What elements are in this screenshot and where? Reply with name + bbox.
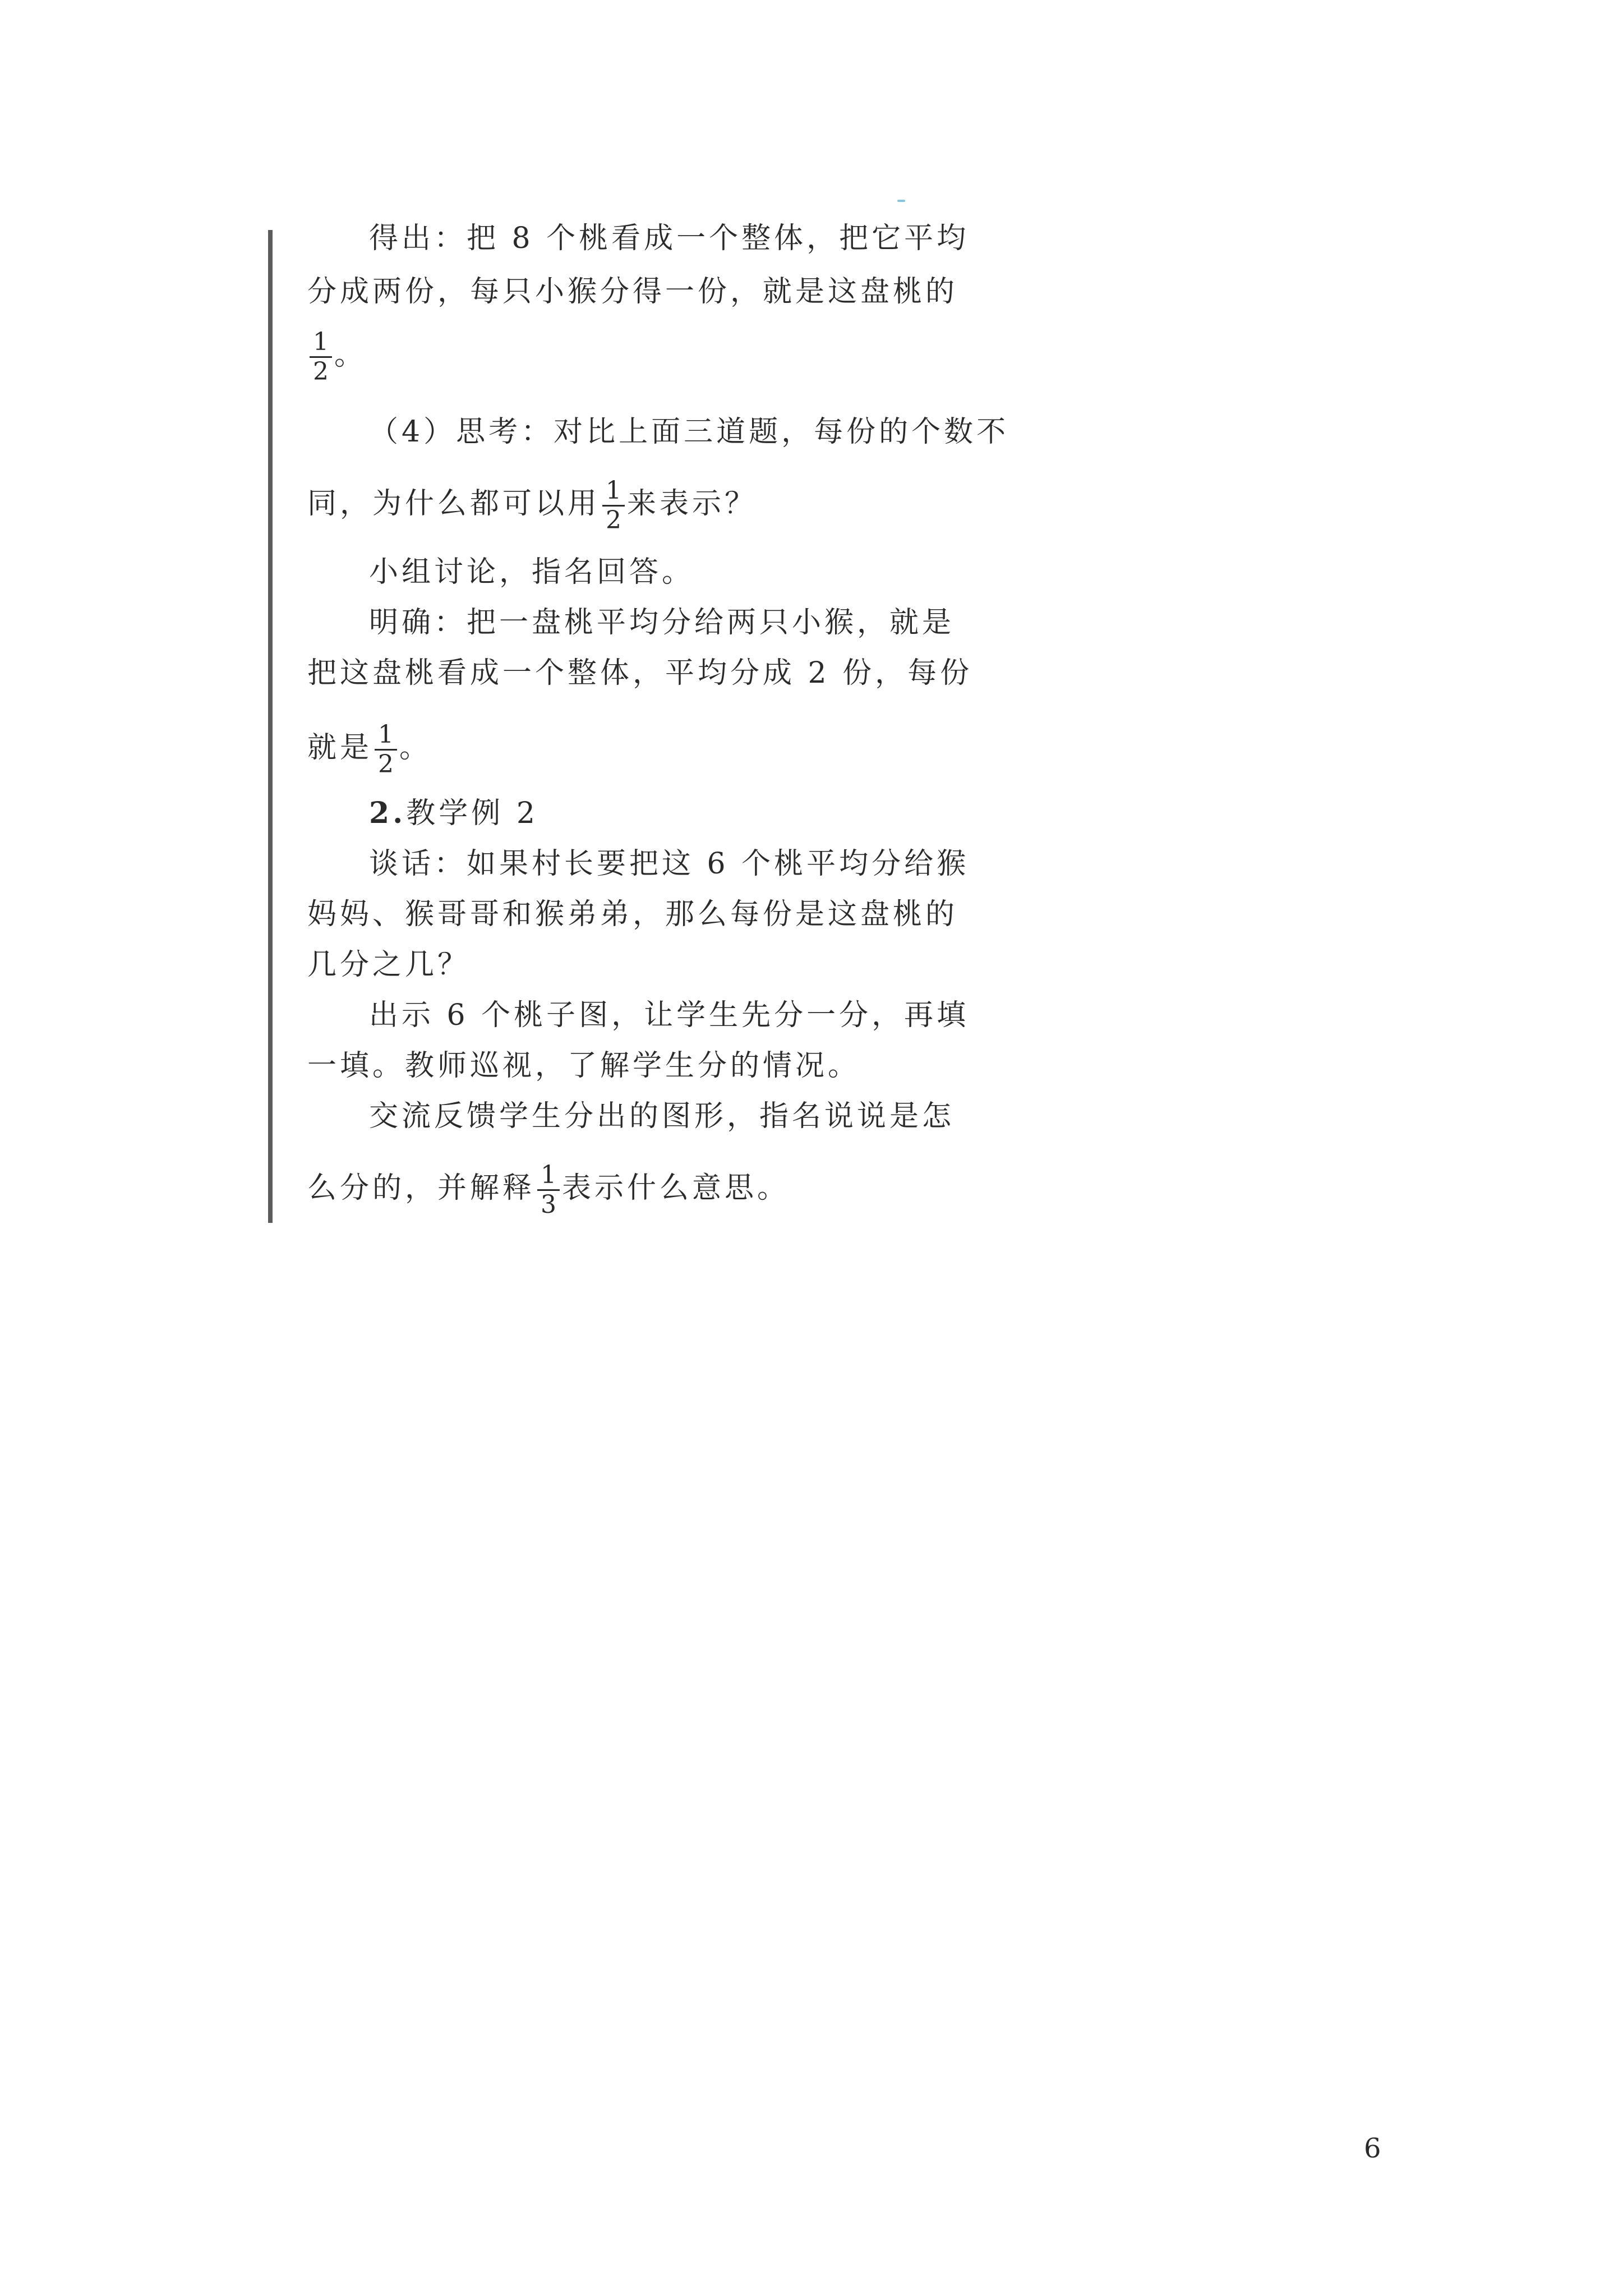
fraction-denominator: 2 bbox=[606, 506, 622, 535]
fraction bbox=[375, 721, 397, 779]
fraction bbox=[310, 328, 332, 386]
paragraph-7-line-1: 交流反馈学生分出的图形，指名说说是怎 bbox=[369, 1099, 955, 1133]
heading-number: 2. bbox=[369, 796, 407, 830]
fraction-numerator: 1 bbox=[375, 721, 397, 751]
paragraph-6-line-1: 出示 6 个桃子图，让学生先分一分，再填 bbox=[369, 999, 970, 1032]
fraction-denominator: 2 bbox=[378, 750, 394, 779]
paragraph-1-line-1: 得出：把 8 个桃看成一个整体，把它平均 bbox=[369, 222, 970, 255]
paragraph-2-line-2 bbox=[307, 477, 757, 535]
paragraph-4-line-2: 把这盘桃看成一个整体，平均分成 2 份，每份 bbox=[307, 656, 973, 690]
fraction-numerator: 1 bbox=[537, 1161, 560, 1191]
decorative-mark bbox=[897, 200, 905, 202]
paragraph-1-line-2: 分成两份，每只小猴分得一份，就是这盘桃的 bbox=[307, 275, 958, 309]
paragraph-4-text-before: 就是 bbox=[307, 731, 373, 765]
page-number: 6 bbox=[1364, 2133, 1381, 2164]
paragraph-4-text-after: 。 bbox=[399, 731, 432, 765]
fraction bbox=[537, 1161, 560, 1219]
paragraph-5-line-2: 妈妈、猴哥哥和猴弟弟，那么每份是这盘桃的 bbox=[307, 898, 958, 931]
paragraph-2-text-after: 来表示？ bbox=[627, 487, 758, 521]
fraction-numerator: 1 bbox=[602, 477, 625, 507]
paragraph-4-line-3 bbox=[307, 721, 432, 779]
paragraph-6-line-2: 一填。教师巡视，了解学生分的情况。 bbox=[307, 1049, 861, 1083]
paragraph-3-line-1: 小组讨论，指名回答。 bbox=[369, 555, 695, 589]
fraction bbox=[602, 477, 625, 535]
paragraph-4-line-1: 明确：把一盘桃平均分给两只小猴，就是 bbox=[369, 606, 955, 639]
paragraph-7-text-after: 表示什么意思。 bbox=[562, 1171, 790, 1205]
paragraph-2-line-1: （4）思考：对比上面三道题，每份的个数不 bbox=[369, 415, 1009, 449]
paragraph-1-end: 。 bbox=[334, 338, 367, 372]
fraction-numerator: 1 bbox=[310, 328, 332, 358]
heading-title: 教学例 2 bbox=[406, 797, 538, 830]
paragraph-5-line-3: 几分之几？ bbox=[307, 948, 471, 982]
paragraph-7-line-2 bbox=[307, 1161, 790, 1219]
paragraph-1-line-3 bbox=[307, 328, 367, 386]
paragraph-7-text-before: 么分的，并解释 bbox=[307, 1171, 536, 1205]
example-2-heading bbox=[369, 797, 538, 830]
paragraph-5-line-1: 谈话：如果村长要把这 6 个桃平均分给猴 bbox=[369, 847, 970, 881]
paragraph-2-text-before: 同，为什么都可以用 bbox=[307, 487, 601, 521]
fraction-denominator: 3 bbox=[541, 1190, 557, 1219]
margin-rule bbox=[268, 230, 273, 1223]
fraction-denominator: 2 bbox=[313, 357, 329, 386]
